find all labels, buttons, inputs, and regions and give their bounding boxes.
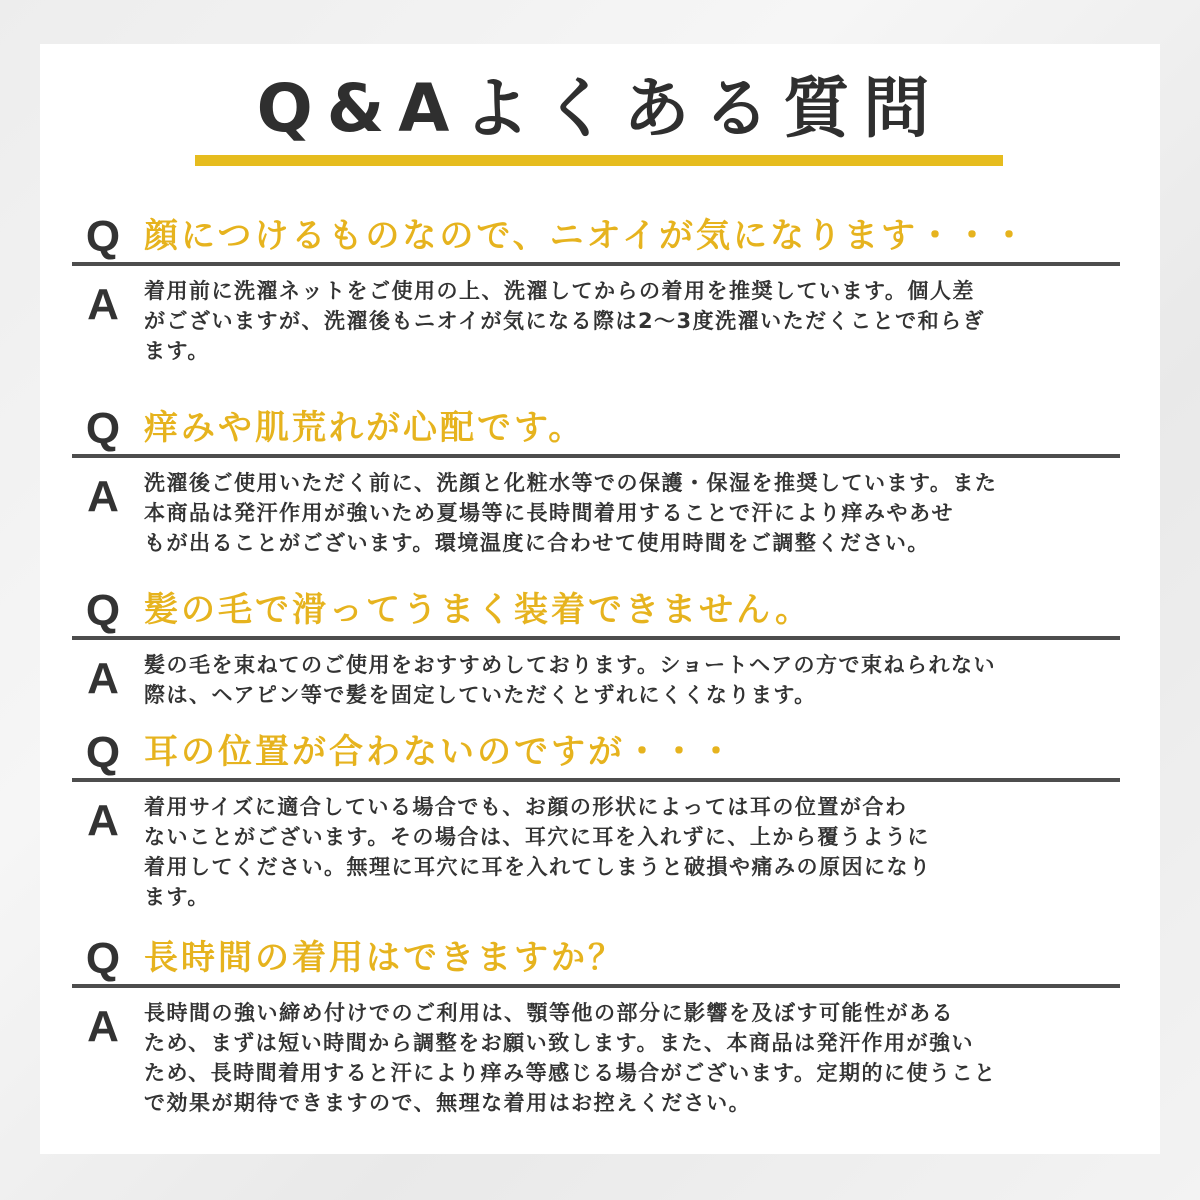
question-mark-icon: Q: [85, 212, 121, 261]
answer-mark-icon: A: [87, 654, 119, 703]
question-row: [72, 726, 1120, 782]
question-row: [72, 402, 1120, 458]
question-row: [72, 932, 1120, 988]
answer-text: 長時間の強い締め付けでのご利用は、顎等他の部分に影響を及ぼす可能性がある ため、まずは短い時間から調整をお願い致します。また、本商品は発汗作用が強い ため、長時間着用すると汗により痒み等感じる場合がございます。定期的に使うこと で効果が期待できますので、無理な着用はお控えください。: [144, 1001, 997, 1115]
answer-row: [72, 988, 1120, 1118]
answer-row: [72, 458, 1120, 558]
qa-item-2: [72, 402, 1120, 558]
question-text: 痒みや肌荒れが心配です。: [144, 408, 586, 448]
question-mark-icon: Q: [85, 728, 121, 777]
answer-mark-icon: A: [87, 1002, 119, 1051]
question-mark-icon: Q: [85, 934, 121, 983]
answer-text: 着用サイズに適合している場合でも、お顔の形状によっては耳の位置が合わ ないことがございます。その場合は、耳穴に耳を入れずに、上から覆うように 着用してください。無理に耳穴に耳を入れてしまうと破損や痛みの原因になり ます。: [144, 795, 932, 909]
question-text: 耳の位置が合わないのですが・・・: [144, 732, 736, 772]
page-title: Q&Aよくある質問: [256, 70, 944, 147]
answer-row: [72, 640, 1120, 710]
qa-item-3: [72, 584, 1120, 710]
question-row: [72, 584, 1120, 640]
question-text: 顔につけるものなので、ニオイが気になります・・・: [144, 216, 1029, 256]
answer-text: 着用前に洗濯ネットをご使用の上、洗濯してからの着用を推奨しています。個人差 がございますが、洗濯後もニオイが気になる際は2～3度洗濯いただくことで和らぎ ます。: [144, 279, 986, 363]
question-mark-icon: Q: [85, 586, 121, 635]
qa-item-1: [72, 210, 1120, 366]
answer-mark-icon: A: [87, 796, 119, 845]
question-text: 髪の毛で滑ってうまく装着できません。: [144, 590, 813, 630]
answer-text: 洗濯後ご使用いただく前に、洗顔と化粧水等での保護・保湿を推奨しています。また 本商品は発汗作用が強いため夏場等に長時間着用することで汗により痒みやあせ もが出ることがございます。環境温度に合わせて使用時間をご調整ください。: [144, 471, 998, 555]
title-underline: [195, 155, 1003, 166]
answer-mark-icon: A: [87, 472, 119, 521]
answer-text: 髪の毛を束ねてのご使用をおすすめしております。ショートヘアの方で束ねられない 際は、ヘアピン等で髪を固定していただくとずれにくくなります。: [144, 653, 996, 707]
question-row: [72, 210, 1120, 266]
answer-row: [72, 266, 1120, 366]
answer-mark-icon: A: [87, 280, 119, 329]
qa-item-4: [72, 726, 1120, 912]
answer-row: [72, 782, 1120, 912]
question-mark-icon: Q: [85, 404, 121, 453]
qa-item-5: [72, 932, 1120, 1118]
question-text: 長時間の着用はできますか？: [144, 938, 625, 978]
